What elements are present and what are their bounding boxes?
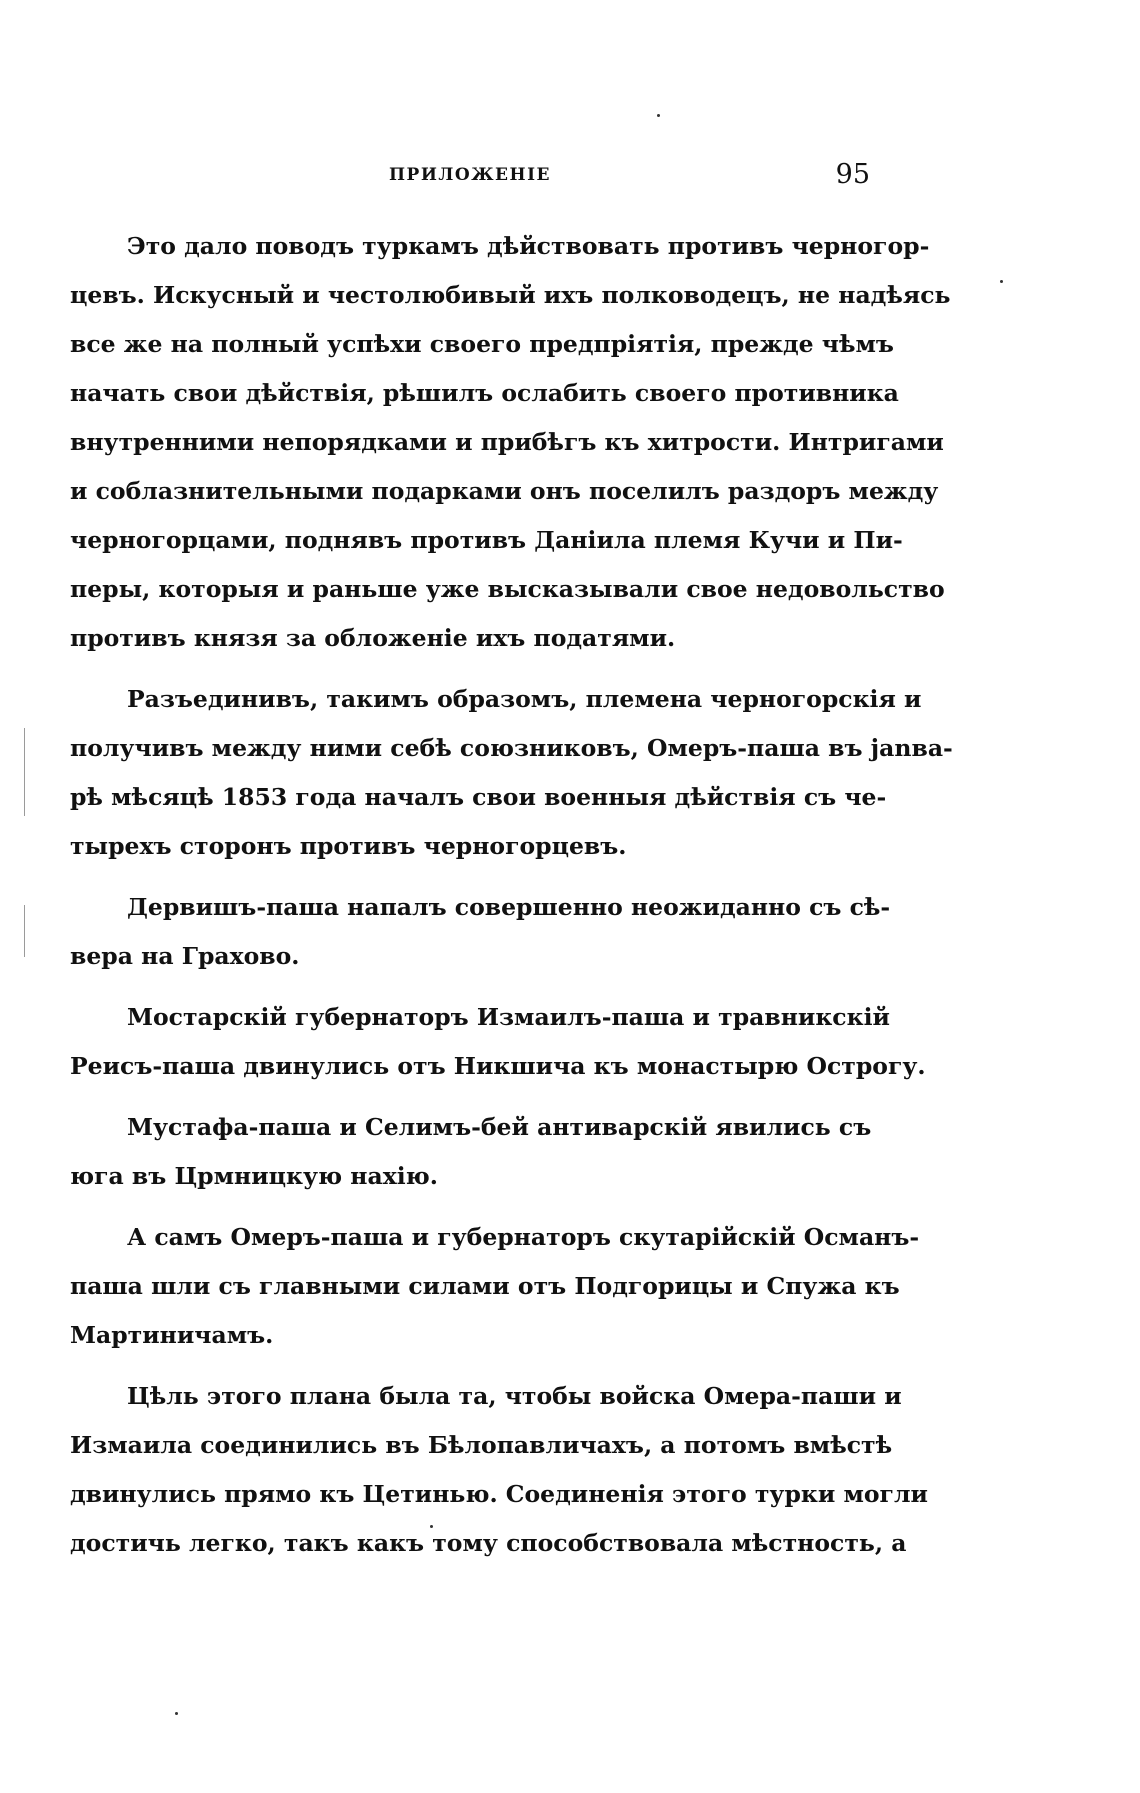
text-line: юга въ Црмницкую нахію. — [70, 1162, 438, 1190]
text-line: внутренними непорядками и прибѣгъ къ хитрости. Интригами — [70, 428, 944, 456]
text-line: паша шли съ главными силами отъ Подгорицы и Спужа къ — [70, 1272, 900, 1300]
paragraph — [70, 993, 926, 1091]
text-line: Это дало поводъ туркамъ дѣйствовать противъ черногор- — [127, 232, 930, 260]
text-line: все же на полный успѣхи своего предпріятія, прежде чѣмъ — [70, 330, 894, 358]
text-line: цевъ. Искусный и честолюбивый ихъ полководецъ, не надѣясь — [70, 281, 951, 309]
paragraph — [70, 1213, 920, 1360]
paragraph — [70, 675, 953, 871]
text-line: Мустафа-паша и Селимъ-бей антиварскій явились съ — [127, 1113, 872, 1141]
text-line: перы, которыя и раньше уже высказывали свое недовольство — [70, 575, 945, 603]
text-line: рѣ мѣсяцѣ 1853 года началъ свои военныя дѣйствія съ че- — [70, 783, 887, 811]
text-line: черногорцами, поднявъ противъ Даніила племя Кучи и Пи- — [70, 526, 903, 554]
text-line: двинулись прямо къ Цетинью. Соединенія этого турки могли — [70, 1480, 928, 1508]
header-title: ПРИЛОЖЕНІЕ — [389, 165, 551, 185]
scan-margin-line — [24, 728, 25, 816]
body-text — [70, 222, 953, 1568]
scan-speck — [175, 1712, 178, 1715]
text-line: достичь легко, такъ какъ тому способствовала мѣстность, а — [70, 1529, 907, 1557]
scan-speck — [1000, 280, 1003, 283]
paragraph — [70, 1103, 870, 1201]
text-line: Мартиничамъ. — [70, 1321, 274, 1349]
text-line: тырехъ сторонъ противъ черногорцевъ. — [70, 832, 627, 860]
text-line: Измаила соединились въ Бѣлопавличахъ, а потомъ вмѣстѣ — [70, 1431, 893, 1459]
text-line: противъ князя за обложеніе ихъ податями. — [70, 624, 676, 652]
paragraph — [70, 1372, 928, 1568]
text-line: получивъ между ними себѣ союзниковъ, Омеръ-паша въ janва- — [70, 734, 953, 762]
paragraph — [70, 883, 891, 981]
text-line: Реисъ-паша двинулись отъ Никшича къ монастырю Острогу. — [70, 1052, 926, 1080]
scan-margin-line — [24, 905, 25, 957]
text-line: начать свои дѣйствія, рѣшилъ ослабить своего противника — [70, 379, 899, 407]
text-line: и соблазнительными подарками онъ поселилъ раздоръ между — [70, 477, 939, 505]
text-line: вера на Грахово. — [70, 942, 300, 970]
scan-speck — [430, 1525, 433, 1528]
text-line: Дервишъ-паша напалъ совершенно неожиданно съ сѣ- — [127, 893, 891, 921]
text-line: Цѣль этого плана была та, чтобы войска Омера-паши и — [127, 1382, 902, 1410]
paragraph — [70, 222, 951, 663]
page-number: 95 — [835, 159, 870, 190]
text-line: Мостарскій губернаторъ Измаилъ-паша и травникскій — [127, 1003, 890, 1031]
running-head — [70, 158, 870, 192]
text-line: А самъ Омеръ-паша и губернаторъ скутарійскій Османъ- — [127, 1223, 920, 1251]
text-line: Разъединивъ, такимъ образомъ, племена черногорскія и — [127, 685, 922, 713]
scan-speck — [657, 114, 660, 117]
